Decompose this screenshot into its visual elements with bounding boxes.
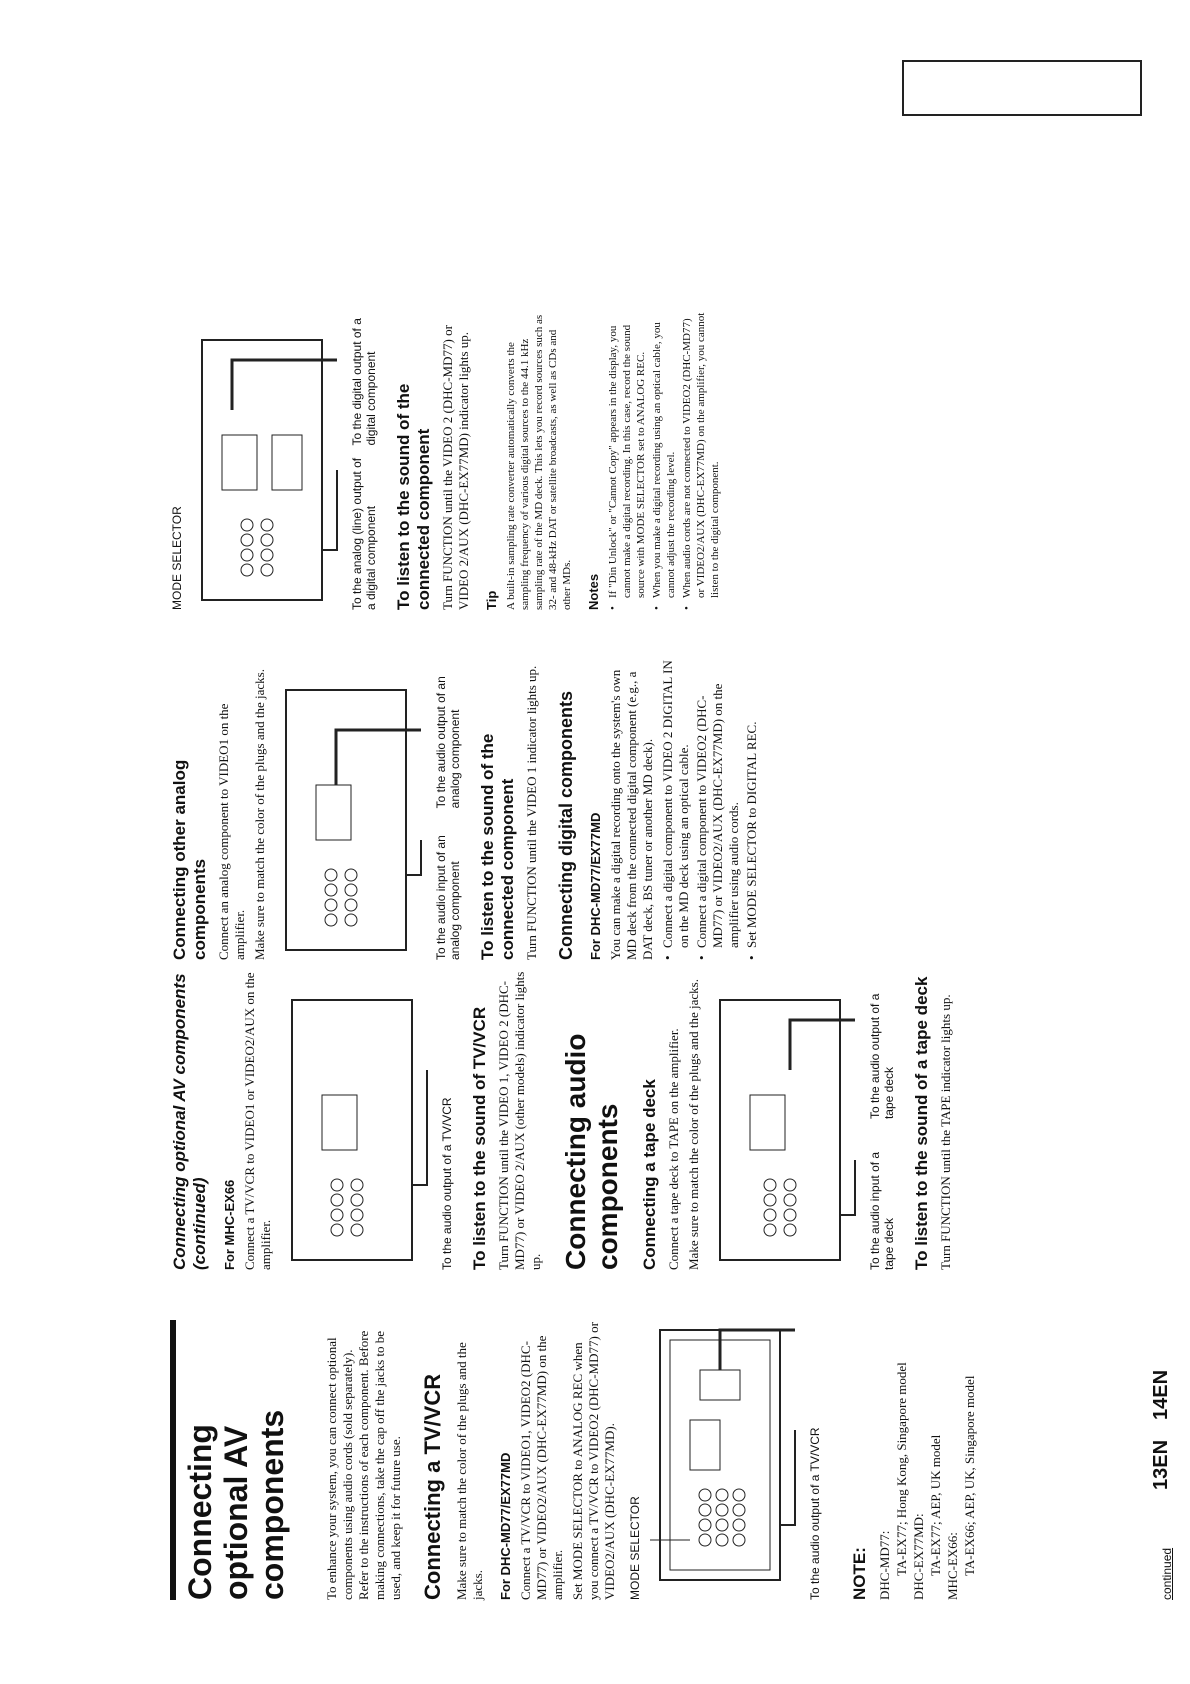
digital-component-diagram bbox=[192, 320, 342, 610]
tvvcr-text: Make sure to match the color of the plugs and the jacks. bbox=[454, 1342, 485, 1600]
column-2 bbox=[170, 970, 958, 1270]
tape-deck-diagram bbox=[710, 980, 860, 1270]
page-number-right: 14EN bbox=[1150, 1369, 1172, 1420]
digital-output-caption: To the digital output of a digital component bbox=[350, 318, 378, 446]
analog-text-1: Connect an analog component to VIDEO1 on the amplifier. bbox=[216, 703, 247, 960]
note-line: TA-EX77; Hong Kong, Singapore model bbox=[894, 1362, 909, 1576]
audio-components-heading: Connecting audio components bbox=[560, 1033, 623, 1270]
digital-text: You can make a digital recording onto the system's own MD deck from the connected digital component (e.g., a DAT deck, BS tuner or another MD deck). bbox=[608, 669, 655, 960]
md77-text-2: Set MODE SELECTOR to ANALOG REC when you connect a TV/VCR to VIDEO2 (DHC-MD77) or VIDEO2/AUX (DHC-EX77MD). bbox=[570, 1322, 617, 1600]
listen-analog-text: Turn FUNCTION until the VIDEO 1 indicator lights up. bbox=[524, 665, 539, 960]
listen-tvvcr-text: Turn FUNCTION until the VIDEO 1, VIDEO 2 (DHC-MD77) or VIDEO 2/AUX (other models) indicator lights up. bbox=[496, 971, 543, 1270]
diagram-caption: To the audio output of a TV/VCR bbox=[808, 1427, 822, 1600]
tape-output-caption: To the audio output of a tape deck bbox=[868, 993, 896, 1120]
note-line: DHC-EX77MD: bbox=[911, 1513, 926, 1600]
digital-bullet: • Connect a digital component to VIDEO 2 DIGITAL IN on the MD deck using an optical cable. bbox=[660, 660, 692, 960]
note-item: • When you make a digital recording using an optical cable, you cannot adjust the recording level. bbox=[650, 310, 678, 610]
md77-text-1: Connect a TV/VCR to VIDEO1, VIDEO2 (DHC-MD77) or VIDEO2/AUX (DHC-EX77MD) on the amplifier. bbox=[518, 1335, 565, 1600]
note-line: MHC-EX66: bbox=[945, 1532, 960, 1600]
analog-line-caption: To the analog (line) output of a digital component bbox=[350, 457, 378, 610]
tip-heading: Tip bbox=[484, 590, 499, 610]
analog-input-caption: To the audio input of an analog component bbox=[434, 835, 462, 960]
analog-captions bbox=[434, 660, 462, 960]
listen-analog-heading: To listen to the sound of the connected component bbox=[478, 733, 517, 960]
listen-tvvcr-heading: To listen to the sound of TV/VCR bbox=[470, 1006, 489, 1270]
note-heading: NOTE: bbox=[850, 1547, 869, 1600]
analog-text-2: Make sure to match the color of the plugs and the jacks. bbox=[252, 669, 267, 960]
tape-deck-text-2: Make sure to match the color of the plugs and the jacks. bbox=[686, 979, 701, 1270]
continued-label: continued bbox=[1160, 1547, 1174, 1600]
note-item: • When audio cords are not connected to VIDEO2 (DHC-MD77) or VIDEO2/AUX (DHC-EX77MD) on the amplifier, you cannot listen to the digital component. bbox=[680, 310, 722, 610]
column-4 bbox=[170, 310, 724, 610]
mode-selector-label: MODE SELECTOR bbox=[628, 1496, 642, 1600]
notes-heading: Notes bbox=[586, 573, 601, 610]
digital-heading: Connecting digital components bbox=[556, 691, 576, 960]
tvvcr-connection-diagram bbox=[282, 980, 432, 1270]
digital-bullet: • Set MODE SELECTOR to DIGITAL REC. bbox=[744, 660, 760, 960]
note-item: • If "Din Unlock" or "Cannot Copy" appears in the display, you cannot make a digital recording. In this case, record the sound source with MODE SELECTOR set to ANALOG REC. bbox=[606, 310, 648, 610]
analog-output-caption: To the audio output of an analog component bbox=[434, 676, 462, 809]
note-line: DHC-MD77: bbox=[877, 1530, 892, 1600]
amplifier-rear-diagram bbox=[650, 1310, 800, 1600]
listen-tape-heading: To listen to the sound of a tape deck bbox=[912, 976, 931, 1270]
tape-input-caption: To the audio input of a tape deck bbox=[868, 1151, 896, 1270]
digital-for-md77: For DHC-MD77/EX77MD bbox=[588, 812, 603, 960]
mode-selector-label-2: MODE SELECTOR bbox=[170, 506, 184, 610]
analog-heading: Connecting other analog components bbox=[170, 759, 209, 960]
listen-digital-heading: To listen to the sound of the connected component bbox=[394, 383, 433, 610]
analog-component-diagram bbox=[276, 670, 426, 960]
ex66-text: Connect a TV/VCR to VIDEO1 or VIDEO2/AUX on the amplifier. bbox=[242, 972, 273, 1270]
for-md77-heading: For DHC-MD77/EX77MD bbox=[498, 1452, 513, 1600]
note-list bbox=[876, 1320, 978, 1600]
page-title: Connecting optional AV components bbox=[170, 1320, 290, 1600]
digital-bullets bbox=[660, 660, 760, 960]
listen-tape-text: Turn FUNCTION until the TAPE indicator lights up. bbox=[938, 994, 953, 1270]
tvvcr-caption: To the audio output of a TV/VCR bbox=[440, 1097, 454, 1270]
continued-heading: Connecting optional AV components (continued) bbox=[170, 973, 209, 1270]
tvvcr-heading: Connecting a TV/VCR bbox=[420, 1373, 445, 1600]
column-1 bbox=[170, 1320, 978, 1600]
tape-captions bbox=[868, 970, 896, 1270]
column-3 bbox=[170, 660, 762, 960]
tape-deck-text-1: Connect a tape deck to TAPE on the amplifier. bbox=[666, 1028, 681, 1270]
note-line: TA-EX66; AEP, UK, Singapore model bbox=[962, 1375, 977, 1576]
page-number-left: 13EN bbox=[1150, 1439, 1172, 1490]
tape-deck-heading: Connecting a tape deck bbox=[640, 1079, 659, 1270]
tip-text: A built-in sampling rate converter automatically converts the sampling frequency of various digital sources to the 44.1 kHz sampling rate of the MD deck. This lets you record sources such as 32- and 48-kHz DAT or satellite broadcasts, as well as CDs and other MDs. bbox=[505, 314, 573, 610]
listen-digital-text: Turn FUNCTION until the VIDEO 2 (DHC-MD77) or VIDEO 2/AUX (DHC-EX77MD) indicator lights up. bbox=[440, 325, 471, 610]
intro-text: To enhance your system, you can connect optional components using audio cords (sold separately). Refer to the instructions of each component. Before making connections, take the cap off the jacks to be used, and keep it for future use. bbox=[324, 1330, 403, 1600]
rotated-manual-page bbox=[150, 100, 1190, 1600]
notes-list bbox=[606, 310, 722, 610]
digital-bullet: • Connect a digital component to VIDEO2 (DHC-MD77) or VIDEO2/AUX (DHC-EX77MD) on the amplifier using audio cords. bbox=[694, 660, 742, 960]
note-line: TA-EX77; AEP, UK model bbox=[928, 1434, 943, 1576]
for-ex66-heading: For MHC-EX66 bbox=[222, 1179, 237, 1270]
digital-captions bbox=[350, 310, 378, 610]
